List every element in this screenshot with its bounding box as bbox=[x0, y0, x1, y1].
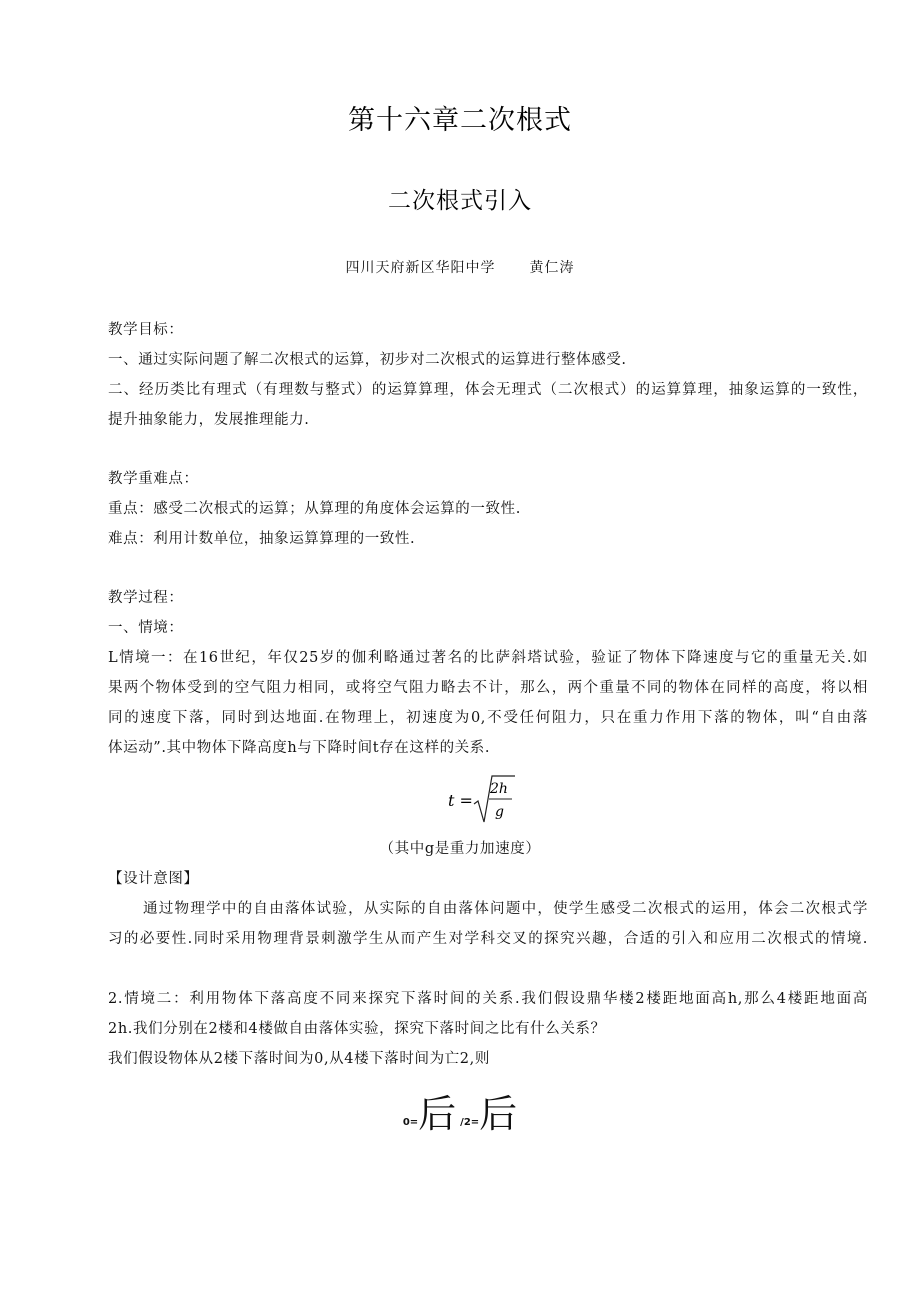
goal-item-2-line-2: 提升抽象能力，发展推理能力. bbox=[108, 412, 310, 428]
scene-1-line-1: L情境一：在16世纪，年仅25岁的伽利略通过著名的比萨斜塔试验，验证了物体下降速度与它的重量无关.如 bbox=[108, 650, 868, 666]
garbled-part-2: 后 bbox=[418, 1092, 457, 1136]
scene-2-line-3: 我们假设物体从2楼下落时间为0,从4楼下落时间为亡2,则 bbox=[108, 1051, 490, 1067]
keypoints-heading: 教学重难点： bbox=[108, 471, 199, 487]
scene-1-line-4: 体运动”.其中物体下降高度h与下降时间t存在这样的关系. bbox=[108, 740, 491, 756]
difficulty-point: 难点：利用计数单位，抽象运算算理的一致性. bbox=[108, 531, 416, 547]
goal-item-2-line-1: 二、经历类比有理式（有理数与整式）的运算算理，体会无理式（二次根式）的运算算理，抽象运算的一致性， bbox=[108, 382, 868, 398]
scene-1-line-3: 同的速度下落，同时到达地面.在物理上，初速度为0,不受任何阻力，只在重力作用下落的物体，叫“自由落 bbox=[108, 710, 868, 726]
formula-note: （其中g是重力加速度） bbox=[379, 841, 541, 857]
garbled-part-4: 后 bbox=[479, 1092, 518, 1136]
formula-numerator: 2h bbox=[490, 781, 508, 797]
goal-item-1: 一、通过实际问题了解二次根式的运算，初步对二次根式的运算进行整体感受. bbox=[108, 352, 627, 368]
scene-1-line-2: 果两个物体受到的空气阻力相同，或将空气阻力略去不计，那么，两个重量不同的物体在同样的高度，将以相 bbox=[108, 680, 868, 696]
teacher-name: 黄仁涛 bbox=[529, 260, 575, 276]
goals-heading: 教学目标： bbox=[108, 322, 184, 338]
garbled-part-1: 0= bbox=[402, 1117, 419, 1128]
formula-denominator: g bbox=[495, 804, 504, 820]
process-heading: 教学过程： bbox=[108, 590, 184, 606]
formula-lhs: t = bbox=[448, 791, 473, 810]
key-point: 重点：感受二次根式的运算；从算理的角度体会运算的一致性. bbox=[108, 501, 521, 517]
section-1-heading: 一、情境： bbox=[108, 620, 184, 636]
formula-svg bbox=[0, 772, 920, 832]
scene-2-line-1: 2.情境二：利用物体下落高度不同来探究下落时间的关系.我们假设鼎华楼2楼距地面高h,那么4楼距地面高 bbox=[108, 991, 868, 1007]
design-line-2: 习的必要性.同时采用物理背景刺激学生从而产生对学科交叉的探究兴趣，合适的引入和应用二次根式的情境. bbox=[108, 931, 868, 947]
chapter-title: 第十六章二次根式 bbox=[348, 105, 572, 136]
scene-2-line-2: 2h.我们分别在2楼和4楼做自由落体实验，探究下落时间之比有什么关系？ bbox=[108, 1021, 606, 1037]
design-line-1: 通过物理学中的自由落体试验，从实际的自由落体问题中，使学生感受二次根式的运用，体会二次根式学 bbox=[143, 901, 868, 917]
garbled-formula bbox=[0, 1083, 920, 1138]
free-fall-formula bbox=[0, 772, 920, 832]
design-heading: 【设计意图】 bbox=[108, 871, 199, 887]
garbled-part-3: /2= bbox=[460, 1117, 480, 1128]
lesson-title: 二次根式引入 bbox=[388, 188, 532, 214]
school-name: 四川天府新区华阳中学 bbox=[345, 260, 496, 276]
author-line bbox=[0, 257, 920, 277]
